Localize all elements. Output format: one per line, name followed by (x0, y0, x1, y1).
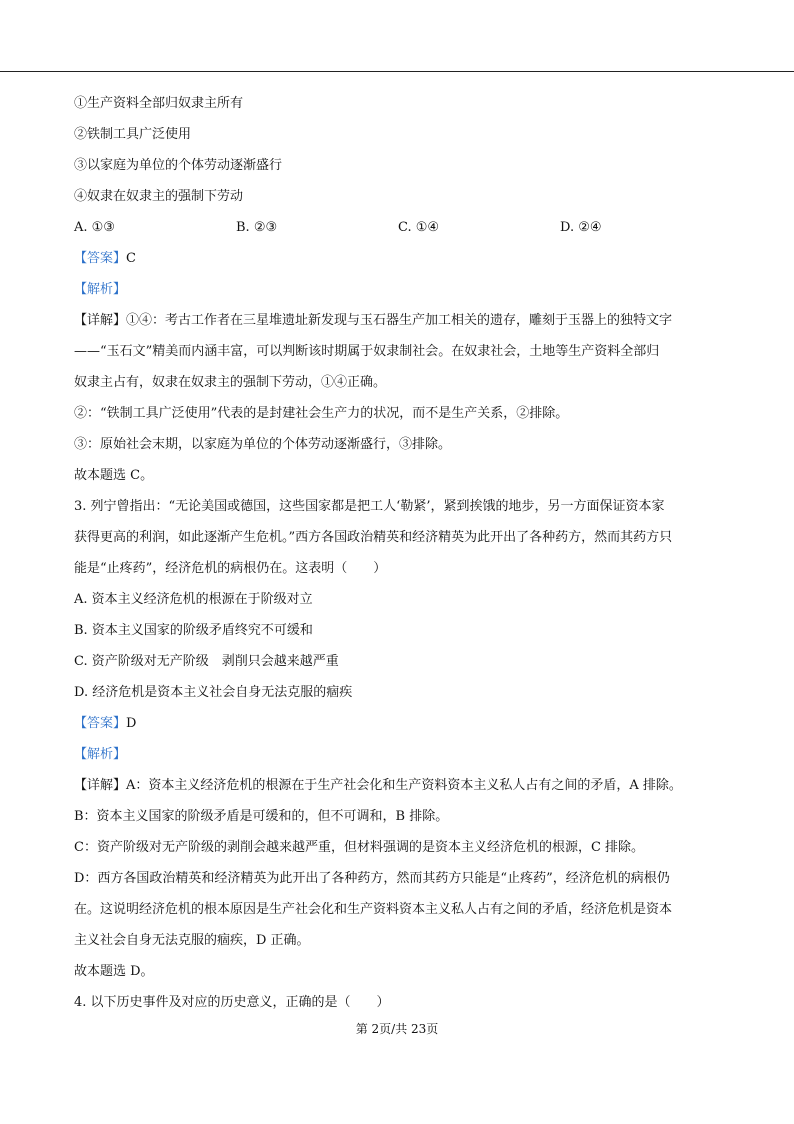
q2-item-2: ②铁制工具广泛使用 (74, 127, 192, 142)
answer-value: C (126, 251, 136, 266)
q2-option-b: B. ②③ (236, 220, 278, 235)
q3-option-b: B. 资本主义国家的阶级矛盾终究不可缓和 (74, 623, 313, 638)
detail-tag: 【详解】 (74, 778, 127, 793)
header-rule (0, 71, 794, 72)
q2-detail-line-3: 奴隶主占有，奴隶在奴隶主的强制下劳动，①④正确。 (74, 375, 387, 390)
q2-analysis (74, 274, 724, 305)
q2-conclusion: 故本题选 C。 (74, 468, 154, 483)
answer-tag: 【答案】 (74, 716, 127, 731)
q3-stem-line-1: 3. 列宁曾指出：“无论美国或德国，这些国家都是把工人‘勒紧’，紧到挨饿的地步，另一方面保证资本家 (74, 499, 665, 514)
q2-detail-line-2: ——“玉石文”精美而内涵丰富，可以判断该时期属于奴隶制社会。在奴隶社会，土地等生产资料全部归 (74, 344, 660, 359)
q3-conclusion: 故本题选 D。 (74, 964, 154, 979)
q2-option-d: D. ②④ (560, 220, 602, 235)
q2-answer (74, 243, 724, 274)
q2-detail-line-5: ③：原始社会末期，以家庭为单位的个体劳动逐渐盛行，③排除。 (74, 437, 452, 452)
q3-answer (74, 708, 724, 739)
document-body (74, 88, 724, 1018)
q3-detail-line-1 (74, 770, 724, 801)
q2-detail-line-1 (74, 305, 724, 336)
q2-item-3: ③以家庭为单位的个体劳动逐渐盛行 (74, 158, 283, 173)
q2-item-1: ①生产资料全部归奴隶主所有 (74, 96, 244, 111)
detail-text: A：资本主义经济危机的根源在于生产社会化和生产资料资本主义私人占有之间的矛盾，A 排除。 (126, 778, 682, 793)
q3-detail-line-2: B：资本主义国家的阶级矛盾是可缓和的，但不可调和，B 排除。 (74, 809, 449, 824)
q3-option-c: C. 资产阶级对无产阶级 剥削只会越来越严重 (74, 654, 339, 669)
answer-tag: 【答案】 (74, 251, 127, 266)
q3-option-a: A. 资本主义经济危机的根源在于阶级对立 (74, 592, 313, 607)
q2-option-c: C. ①④ (398, 220, 440, 235)
q2-detail-line-4: ②：“铁制工具广泛使用”代表的是封建社会生产力的状况，而不是生产关系，②排除。 (74, 406, 569, 421)
q3-detail-line-4: D：西方各国政治精英和经济精英为此开出了各种药方，然而其药方只能是“止疼药”，经济危机的病根仍 (74, 871, 670, 886)
q3-detail-line-3: C：资产阶级对无产阶级的剥削会越来越严重，但材料强调的是资本主义经济危机的根源，C 排除。 (74, 840, 645, 855)
q3-detail-line-5: 在。这说明经济危机的根本原因是生产社会化和生产资料资本主义私人占有之间的矛盾，经济危机是资本 (74, 902, 673, 917)
analysis-tag: 【解析】 (74, 747, 127, 762)
q2-options (74, 212, 724, 243)
q3-analysis (74, 739, 724, 770)
page-number: 第 2页/共 23页 (355, 1022, 439, 1036)
q3-detail-line-6: 主义社会自身无法克服的痼疾，D 正确。 (74, 933, 310, 948)
q2-option-a: A. ①③ (74, 220, 115, 235)
q3-stem-line-2: 获得更高的利润，如此逐渐产生危机。”西方各国政治精英和经济精英为此开出了各种药方，然而其药方只 (74, 530, 673, 545)
detail-tag: 【详解】 (74, 313, 127, 328)
answer-value: D (126, 716, 137, 731)
q2-item-4: ④奴隶在奴隶主的强制下劳动 (74, 189, 244, 204)
q4-stem: 4. 以下历史事件及对应的历史意义，正确的是（ ） (74, 995, 390, 1010)
q3-stem-line-3: 能是“止疼药”，经济危机的病根仍在。这表明（ ） (74, 561, 387, 576)
detail-text: ①④：考古工作者在三星堆遗址新发现与玉石器生产加工相关的遗存，雕刻于玉器上的独特文字 (126, 313, 673, 328)
analysis-tag: 【解析】 (74, 282, 127, 297)
q3-option-d: D. 经济危机是资本主义社会自身无法克服的痼疾 (74, 685, 353, 700)
